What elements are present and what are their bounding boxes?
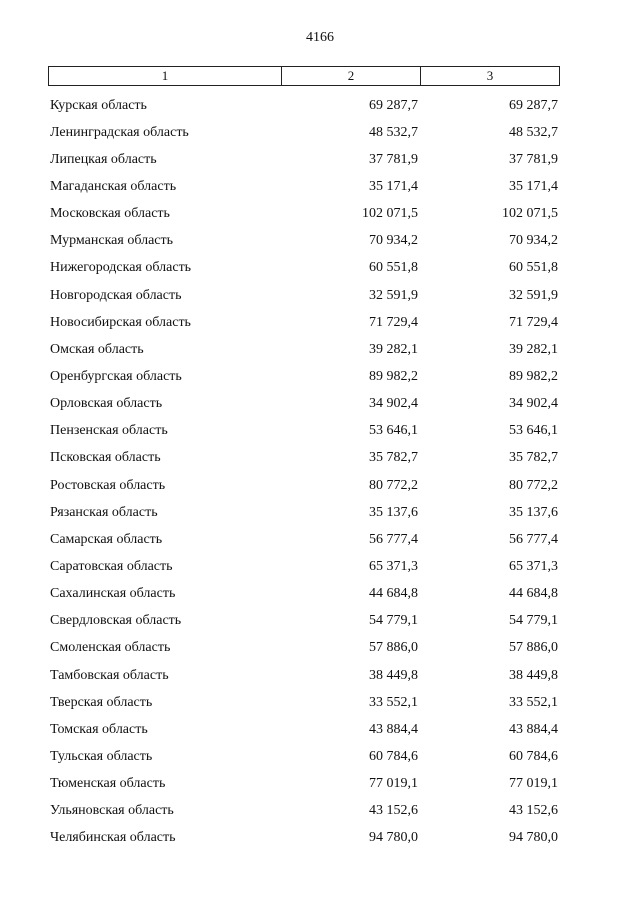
column-number-header (48, 66, 560, 86)
region-name: Новосибирская область (50, 314, 191, 330)
header-col-1: 1 (49, 67, 282, 86)
value-col-2: 32 591,9 (369, 287, 418, 303)
value-col-2: 56 777,4 (369, 531, 418, 547)
value-col-3: 34 902,4 (509, 396, 558, 412)
value-col-3: 39 282,1 (509, 341, 558, 357)
value-col-3: 65 371,3 (509, 558, 558, 574)
table-row (48, 716, 560, 743)
region-name: Рязанская область (50, 504, 158, 520)
value-col-3: 43 152,6 (509, 803, 558, 819)
table-row (48, 689, 560, 716)
value-col-3: 60 784,6 (509, 748, 558, 764)
region-name: Тверская область (50, 694, 153, 710)
region-name: Тюменская область (50, 776, 166, 792)
table-row (48, 201, 560, 228)
value-col-2: 44 684,8 (369, 586, 418, 602)
value-col-3: 89 982,2 (509, 368, 558, 384)
value-col-3: 56 777,4 (509, 531, 558, 547)
table-row (48, 255, 560, 282)
region-name: Томская область (50, 721, 148, 737)
value-col-2: 33 552,1 (369, 694, 418, 710)
value-col-2: 60 551,8 (369, 260, 418, 276)
table-row (48, 662, 560, 689)
value-col-2: 89 982,2 (369, 368, 418, 384)
table-row (48, 146, 560, 173)
table-row (48, 336, 560, 363)
header-col-3: 3 (421, 67, 560, 86)
region-name: Самарская область (50, 531, 163, 547)
value-col-3: 54 779,1 (509, 613, 558, 629)
value-col-3: 94 780,0 (509, 830, 558, 846)
value-col-2: 69 287,7 (369, 97, 418, 113)
region-name: Липецкая область (50, 151, 157, 167)
table-row (48, 418, 560, 445)
table-row (48, 119, 560, 146)
region-name: Пензенская область (50, 423, 168, 439)
table-row (48, 391, 560, 418)
value-col-3: 53 646,1 (509, 423, 558, 439)
value-col-2: 37 781,9 (369, 151, 418, 167)
value-col-3: 102 071,5 (502, 206, 558, 222)
header-row (49, 67, 560, 86)
value-col-2: 35 782,7 (369, 450, 418, 466)
value-col-2: 57 886,0 (369, 640, 418, 656)
table-row (48, 92, 560, 119)
value-col-2: 43 152,6 (369, 803, 418, 819)
value-col-3: 35 137,6 (509, 504, 558, 520)
value-col-3: 57 886,0 (509, 640, 558, 656)
value-col-2: 35 137,6 (369, 504, 418, 520)
value-col-2: 54 779,1 (369, 613, 418, 629)
value-col-2: 70 934,2 (369, 233, 418, 249)
value-col-2: 80 772,2 (369, 477, 418, 493)
value-col-2: 65 371,3 (369, 558, 418, 574)
value-col-2: 94 780,0 (369, 830, 418, 846)
value-col-2: 71 729,4 (369, 314, 418, 330)
region-name: Ленинградская область (50, 124, 189, 140)
table-row (48, 635, 560, 662)
region-name: Московская область (50, 206, 170, 222)
value-col-3: 32 591,9 (509, 287, 558, 303)
value-col-2: 102 071,5 (362, 206, 418, 222)
value-col-2: 43 884,4 (369, 721, 418, 737)
value-col-3: 35 171,4 (509, 178, 558, 194)
table-row (48, 282, 560, 309)
value-col-3: 33 552,1 (509, 694, 558, 710)
table-row (48, 798, 560, 825)
value-col-2: 60 784,6 (369, 748, 418, 764)
region-name: Магаданская область (50, 178, 177, 194)
value-col-3: 44 684,8 (509, 586, 558, 602)
table-row (48, 472, 560, 499)
region-name: Нижегородская область (50, 260, 192, 276)
region-name: Новгородская область (50, 287, 182, 303)
region-name: Челябинская область (50, 830, 176, 846)
table-row (48, 825, 560, 852)
region-name: Тамбовская область (50, 667, 169, 683)
region-name: Саратовская область (50, 558, 173, 574)
table-row (48, 228, 560, 255)
value-col-2: 48 532,7 (369, 124, 418, 140)
region-table-body (48, 92, 560, 852)
table-row (48, 173, 560, 200)
region-name: Омская область (50, 341, 144, 357)
region-name: Псковская область (50, 450, 161, 466)
value-col-3: 80 772,2 (509, 477, 558, 493)
value-col-2: 38 449,8 (369, 667, 418, 683)
value-col-2: 53 646,1 (369, 423, 418, 439)
value-col-3: 37 781,9 (509, 151, 558, 167)
value-col-2: 39 282,1 (369, 341, 418, 357)
value-col-3: 60 551,8 (509, 260, 558, 276)
value-col-3: 43 884,4 (509, 721, 558, 737)
table-row (48, 771, 560, 798)
page-number: 4166 (306, 30, 334, 45)
value-col-3: 48 532,7 (509, 124, 558, 140)
value-col-2: 34 902,4 (369, 396, 418, 412)
table-row (48, 608, 560, 635)
region-name: Курская область (50, 97, 147, 113)
region-name: Орловская область (50, 396, 163, 412)
value-col-3: 70 934,2 (509, 233, 558, 249)
table-row (48, 553, 560, 580)
table-row (48, 363, 560, 390)
value-col-3: 71 729,4 (509, 314, 558, 330)
value-col-2: 77 019,1 (369, 776, 418, 792)
value-col-2: 35 171,4 (369, 178, 418, 194)
header-col-2: 2 (282, 67, 421, 86)
value-col-3: 38 449,8 (509, 667, 558, 683)
region-name: Мурманская область (50, 233, 174, 249)
region-name: Оренбургская область (50, 368, 182, 384)
table-row (48, 309, 560, 336)
table-row (48, 499, 560, 526)
table-row (48, 743, 560, 770)
region-name: Свердловская область (50, 613, 182, 629)
region-name: Тульская область (50, 748, 153, 764)
table-row (48, 526, 560, 553)
value-col-3: 77 019,1 (509, 776, 558, 792)
table-row (48, 445, 560, 472)
table-row (48, 581, 560, 608)
value-col-3: 69 287,7 (509, 97, 558, 113)
region-name: Сахалинская область (50, 586, 176, 602)
region-name: Ростовская область (50, 477, 166, 493)
region-name: Смоленская область (50, 640, 171, 656)
region-name: Ульяновская область (50, 803, 174, 819)
value-col-3: 35 782,7 (509, 450, 558, 466)
